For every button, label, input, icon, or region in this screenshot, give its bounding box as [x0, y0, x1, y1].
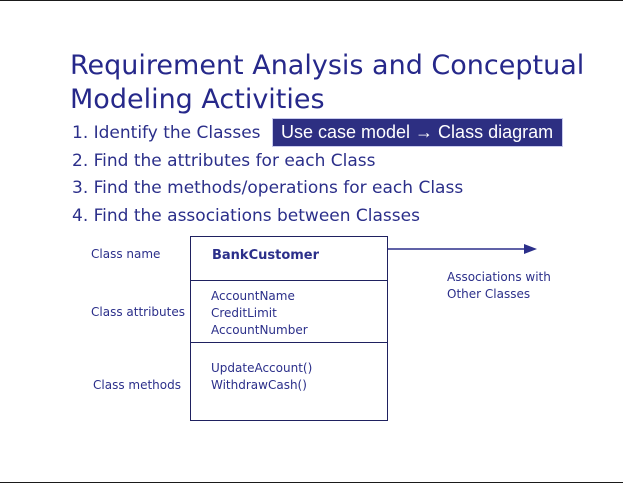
label-class-methods: Class methods — [93, 378, 181, 392]
class-diagram-box — [190, 236, 388, 421]
association-label-line-1: Associations with — [447, 270, 551, 284]
attribute-list — [211, 288, 308, 339]
label-class-attributes: Class attributes — [91, 305, 185, 319]
method-list — [211, 360, 312, 394]
association-arrow-icon — [388, 241, 544, 261]
method-item: UpdateAccount() — [211, 361, 313, 375]
class-attributes-section — [191, 281, 387, 343]
slide-title-line-1: Requirement Analysis and Conceptual — [70, 50, 585, 81]
slide-title-line-2: Modeling Activities — [70, 84, 325, 115]
slide-title — [70, 49, 590, 117]
class-name-text: BankCustomer — [212, 248, 320, 263]
class-methods-section — [191, 343, 387, 419]
label-class-name: Class name — [91, 247, 161, 261]
association-label-line-2: Other Classes — [447, 287, 531, 301]
attribute-item: AccountName — [211, 289, 295, 303]
association-label — [447, 269, 551, 303]
attribute-item: CreditLimit — [211, 306, 277, 320]
step-identify-classes: 1. Identify the Classes — [72, 123, 261, 143]
class-name-section — [191, 237, 387, 281]
step-find-methods: 3. Find the methods/operations for each Class — [72, 178, 464, 199]
step-find-attributes: 2. Find the attributes for each Class — [72, 150, 376, 171]
method-item: WithdrawCash() — [211, 378, 307, 392]
attribute-item: AccountNumber — [211, 323, 308, 337]
step-find-associations: 4. Find the associations between Classes — [72, 205, 420, 226]
use-case-callout: Use case model → Class diagram — [272, 118, 563, 147]
